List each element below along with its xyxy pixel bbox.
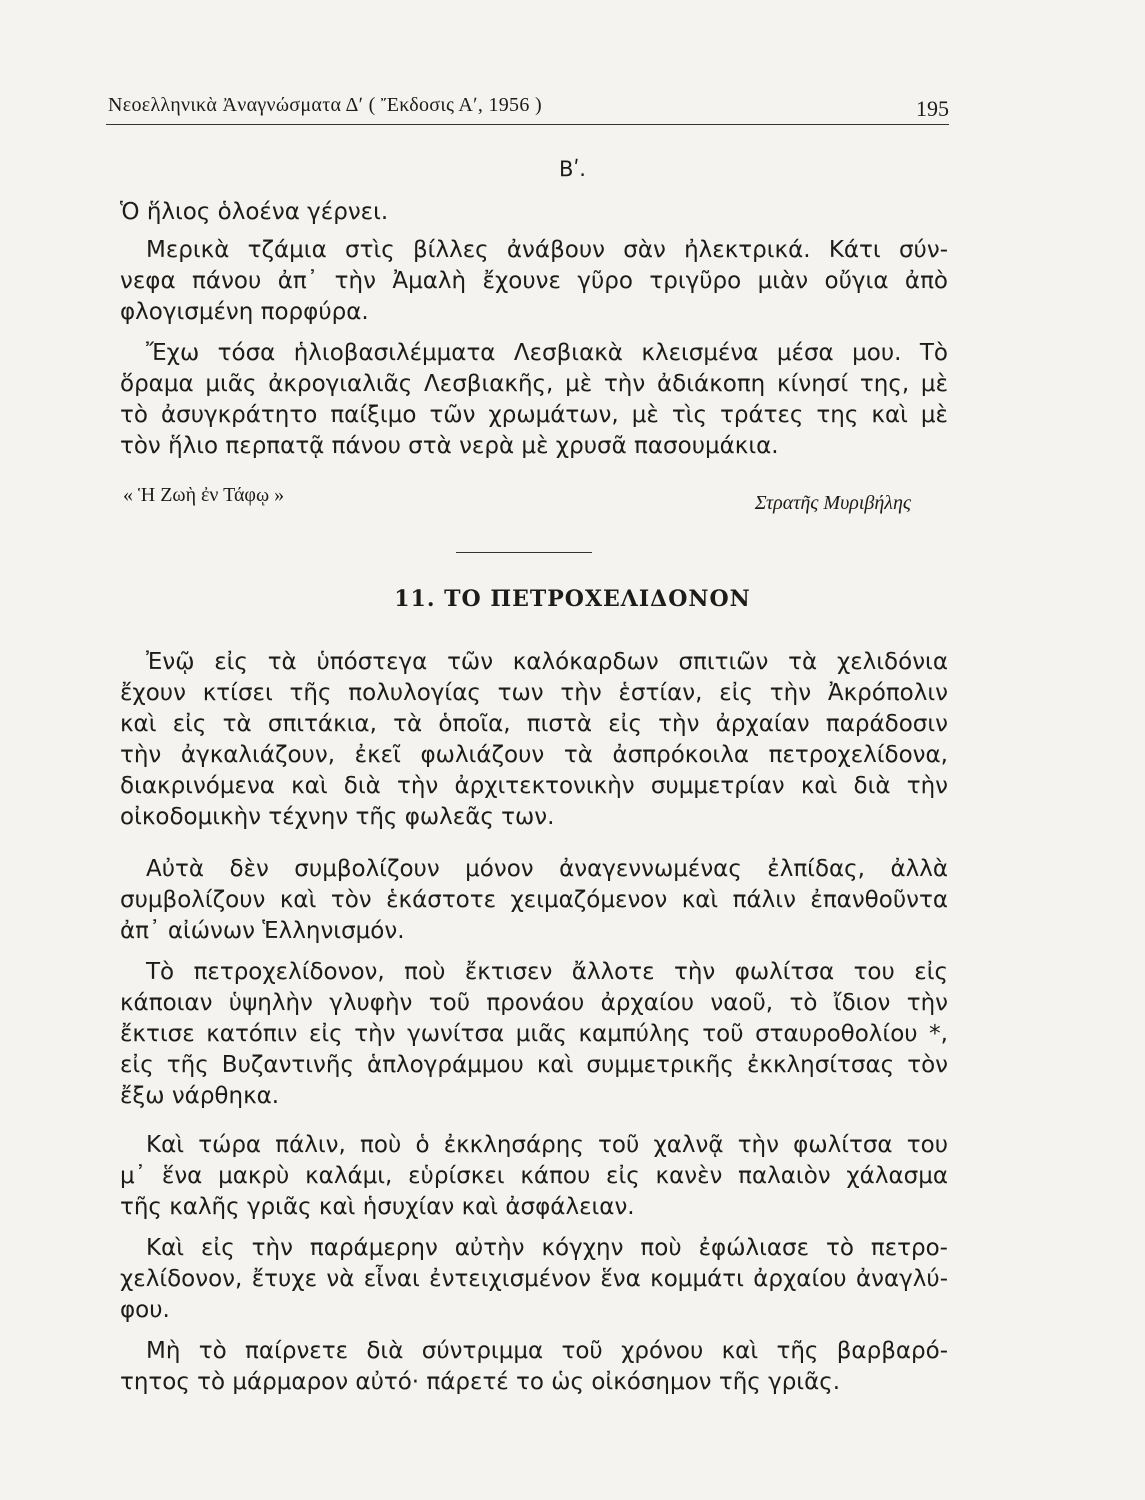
text-line: τὸν ἥλιο περπατᾷ πάνου στὰ νερὰ μὲ χρυσᾶ πασουμάκια. [120,433,779,459]
text-line: Μερικὰ τζάμια στὶς βίλλες ἀνάβουν σὰν ἠλεκτρικά. Κάτι σύν- [146,237,948,263]
text-line: ἀπ᾿ αἰώνων Ἑλληνισμόν. [120,918,405,944]
text-line: φλογισμένη πορφύρα. [120,299,369,325]
text-line: Μὴ τὸ παίρνετε διὰ σύντριμμα τοῦ χρόνου καὶ τῆς βαρβαρό- [146,1338,948,1364]
text-line: ὅραμα μιᾶς ἀκρογιαλιᾶς Λεσβιακῆς, μὲ τὴν ἀδιάκοπη κίνησί της, μὲ [120,371,948,397]
text-line: καὶ εἰς τὰ σπιτάκια, τὰ ὁποῖα, πιστὰ εἰς τὴν ἀρχαίαν παράδοσιν [120,711,948,737]
text-line: τὴν ἀγκαλιάζουν, ἐκεῖ φωλιάζουν τὰ ἀσπρόκοιλα πετροχελίδονα, [120,742,948,768]
text-line: εἰς τῆς Βυζαντινῆς ἁπλογράμμου καὶ συμμετρικῆς ἐκκλησίτσας τὸν [120,1052,948,1078]
text-line: τὸ ἀσυγκράτητο παίξιμο τῶν χρωμάτων, μὲ τὶς τράτες της καὶ μὲ [120,402,948,428]
page-number: 195 [916,96,949,121]
text-line: Ἔχω τόσα ἡλιοβασιλέμματα Λεσβιακὰ κλεισμένα μέσα μου. Τὸ [146,340,948,366]
text-line: ἔχουν κτίσει τῆς πολυλογίας των τὴν ἑστίαν, εἰς τὴν Ἀκρόπολιν [120,680,948,706]
divider-rule [456,552,592,553]
text-line: ἔξω νάρθηκα. [120,1083,280,1109]
text-line: νεφα πάνου ἀπ᾿ τὴν Ἀμαλὴ ἔχουνε γῦρο τριγῦρο μιὰν οὔγια ἀπὸ [120,268,948,294]
text-line: Καὶ τώρα πάλιν, ποὺ ὁ ἐκκλησάρης τοῦ χαλνᾷ τὴν φωλίτσα του [146,1132,948,1158]
text-line: ἔκτισε κατόπιν εἰς τὴν γωνίτσα μιᾶς καμπύλης τοῦ σταυροθολίου *, [120,1021,948,1047]
text-line: Τὸ πετροχελίδονον, ποὺ ἔκτισεν ἄλλοτε τὴν φωλίτσα του εἰς [146,959,948,985]
excerpt-paragraph-3 [120,338,948,462]
chapter-paragraph-2 [120,854,948,947]
text-line: κάποιαν ὑψηλὴν γλυφὴν τοῦ προνάου ἀρχαίου ναοῦ, τὸ ἴδιον τὴν [120,990,948,1016]
text-line: χελίδονον, ἔτυχε νὰ εἶναι ἐντειχισμένον ἕνα κομμάτι ἀρχαίου ἀναγλύ- [120,1266,948,1292]
section-mark: Βʹ. [559,157,586,181]
text-line: τῆς καλῆς γριᾶς καὶ ἡσυχίαν καὶ ἀσφάλειαν. [120,1194,635,1220]
text-line: οἰκοδομικὴν τέχνην τῆς φωλεᾶς των. [120,804,555,830]
chapter-paragraph-1 [120,647,948,833]
text-line: Ἐνῷ εἰς τὰ ὑπόστεγα τῶν καλόκαρδων σπιτιῶν τὰ χελιδόνια [146,649,948,675]
text-line: Καὶ εἰς τὴν παράμερην αὐτὴν κόγχην ποὺ ἐφώλιασε τὸ πετρο- [146,1235,948,1261]
running-title: Νεοελληνικὰ Ἀναγνώσματα Δʹ ( Ἔκδοσις Αʹ, 1956 ) [108,94,542,116]
excerpt-paragraph-1 [120,197,948,228]
text-line: Αὐτὰ δὲν συμβολίζουν μόνον ἀναγεννωμένας ἐλπίδας, ἀλλὰ [146,856,948,882]
chapter-paragraph-5 [120,1233,948,1326]
excerpt-author: Στρατῆς Μυριβήλης [754,492,911,514]
text-line: τητος τὸ μάρμαρον αὐτό· πάρετέ το ὡς οἰκόσημον τῆς γριᾶς. [120,1369,841,1395]
text-line: διακρινόμενα καὶ διὰ τὴν ἀρχιτεκτονικὴν συμμετρίαν καὶ διὰ τὴν [120,773,948,799]
running-header [106,90,949,125]
text-line: συμβολίζουν καὶ τὸν ἑκάστοτε χειμαζόμενον καὶ πάλιν ἐπανθοῦντα [120,887,948,913]
text-line: μ᾿ ἕνα μακρὺ καλάμι, εὑρίσκει κάπου εἰς κανὲν παλαιὸν χάλασμα [120,1163,948,1189]
excerpt-source: « Ἡ Ζωὴ ἐν Τάφῳ » [123,484,285,506]
chapter-title: 11. ΤΟ ΠΕΤΡΟΧΕΛΙΔΟΝΟΝ [394,586,751,612]
chapter-paragraph-3 [120,957,948,1112]
text-line: φου. [120,1297,170,1323]
excerpt-paragraph-2 [120,235,948,328]
chapter-paragraph-6 [120,1336,948,1398]
text-line: Ὁ ἥλιος ὁλοένα γέρνει. [120,199,389,225]
chapter-paragraph-4 [120,1130,948,1223]
